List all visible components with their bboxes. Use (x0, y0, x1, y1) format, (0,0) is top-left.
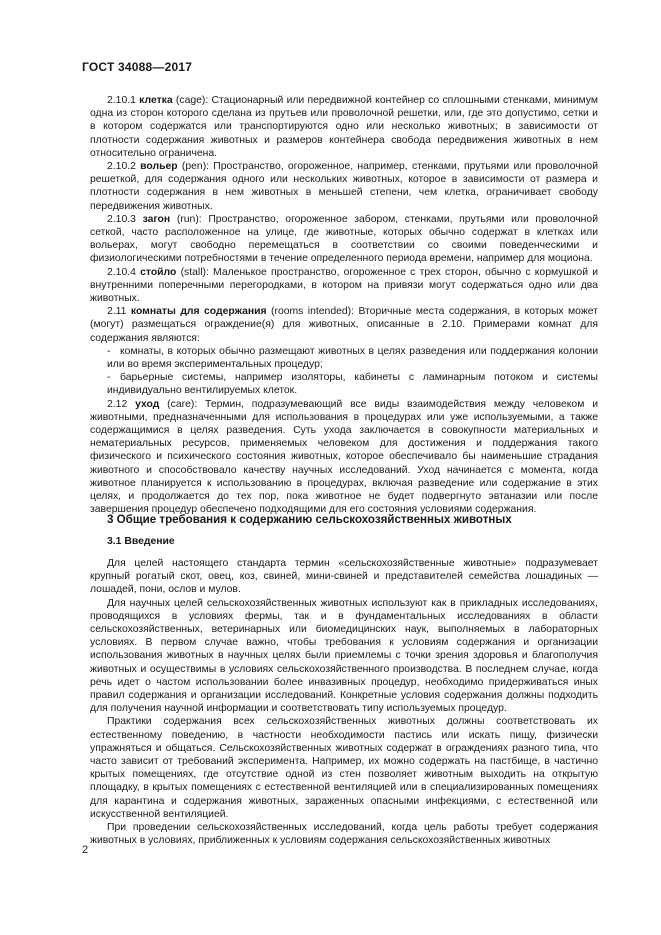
section-title: 3 Общие требования к содержанию сельскохозяйственных животных (107, 513, 512, 526)
list-item: - комнаты, в которых обычно размещают животных в целях разведения или поддержания колонии или во время экспериментальных процедур; (107, 345, 598, 371)
definition-2-10-4: 2.10.4 стойло (stall): Маленькое пространство, огороженное с трех сторон, обычно с кормушкой и внутренними поперечными перегородками, в котором на привязи могут содержаться одно или два животных. (90, 266, 599, 305)
definition-2-10-2: 2.10.2 вольер (pen): Пространство, огороженное, например, стенками, прутьями или проволочной решеткой, для содержания одного или нескольких животных, которое в зависимости от размера и плотности содержания в нем животных в меньшей степени, чем клетка, ограничивает свободу передвижения животных. (90, 161, 599, 212)
paragraph: Практики содержания всех сельскохозяйственных животных должны соответствовать их естественному поведению, в частности необходимости пастись или искать пищу, физически упражняться и общаться. Сельскохозяйственных животных содержат в ограждениях разного типа, что часто зависит от требований эксперимента. Например, их можно содержать на пастбище, в частично крытых помещениях, где отсутствие одной из стен позволяет животным выходить на открытую площадку, в крытых помещениях с естественной вентиляцией или в специализированных помещениях для карантина и содержания животных, зараженных опасными инфекциями, с естественной или искусственной вентиляцией. (90, 716, 598, 820)
paragraph: Для целей настоящего стандарта термин «сельскохозяйственные животные» подразумевает крупный рогатый скот, овец, коз, свиней, мини-свиней и представителей семейства лошадиных — лошадей, пони, ослов и мулов. (90, 558, 598, 596)
term: стойло (140, 266, 177, 278)
paragraph: Для научных целей сельскохозяйственных животных используют как в прикладных исследованиях, проводящихся в условиях фермы, так и в фундаментальных исследованиях в области сельскохозяйственных, ветеринарных или биомедицинских наук, выполняемых в лабораторных условиях. В первом случае важно, чтобы требования к условиям содержания и организации использования животных в научных целях были приемлемы с точки зрения здоровья и благополучия животных и осуществимы в условиях сельскохозяйственного производства. В последнем случае, когда речь идет о частом использовании более инвазивных процедур, необходимо придерживаться иных правил содержания и организации исследований. Конкретные условия содержания должны подходить для получения научной информации и соответствовать типу используемых процедур. (90, 597, 598, 715)
term: вольер (140, 161, 178, 173)
definition-2-12: 2.12 уход (care): Термин, подразумевающий все виды взаимодействия между человеком и животными, предназначенными для использования в процедурах или уже используемыми, а также содержащимися в целях разведения. Суть ухода заключается в совокупности материальных и нематериальных ресурсов, применяемых человеком для достижения и поддержания такого физического и психического состояния животных, которое обеспечивало бы наименьшие страдания животного и способствовало качеству научных исследований. Уход начинается с момента, когда животное планируется к использованию в процедурах, включая разведение или содержание в этих целях, и продолжается до тех пор, пока животное не будет подвергнуто эвтаназии или после завершения процедур обеспечено подходящими для его состояния условиями содержания. (90, 398, 598, 516)
standard-header: ГОСТ 34088—2017 (82, 60, 193, 74)
term: загон (142, 213, 171, 225)
list-item: - барьерные системы, например изоляторы, кабинеты с ламинарным потоком и системы индивидуально вентилируемых клеток. (107, 372, 598, 397)
page-number: 2 (82, 844, 89, 856)
definition-2-10-3: 2.10.3 загон (run): Пространство, огороженное забором, стенками, прутьями или проволочной сеткой, часто расположенное на улице, где животные, которых обычно содержат в клетках или вольерах, могут свободно перемещаться в соответствии со своими поведенческими и физиологическими потребностями в течение определенного периода времени, например для моциона. (90, 213, 599, 265)
term: комнаты для содержания (130, 306, 267, 318)
section-body (90, 557, 598, 847)
term: уход (135, 398, 160, 410)
definition-2-11: 2.11 комнаты для содержания (rooms intended): Вторичные места содержания, в которых может (могут) размещаться ограждение(я) для животных, описанные в 2.10. Примерами комнат для содержания являются: (90, 306, 598, 344)
subsection-title: 3.1 Введение (107, 536, 175, 547)
term: клетка (139, 95, 173, 106)
definitions-block (90, 94, 598, 517)
definition-2-10-1: 2.10.1 клетка (cage): Стационарный или передвижной контейнер со сплошными стенками, минимум одна из сторон которого сделана из прутьев или проволочной решетки, или, где это допустимо, сетки и в котором содержатся или транспортируются одно или несколько животных; в зависимости от плотности содержания животных и размеров контейнера свобода передвижения животных в нем относительно ограничена. (90, 95, 598, 159)
paragraph: При проведении сельскохозяйственных исследований, когда цель работы требует содержания животных в условиях, приближенных к условиям содержания сельскохозяйственных животных (90, 822, 598, 847)
